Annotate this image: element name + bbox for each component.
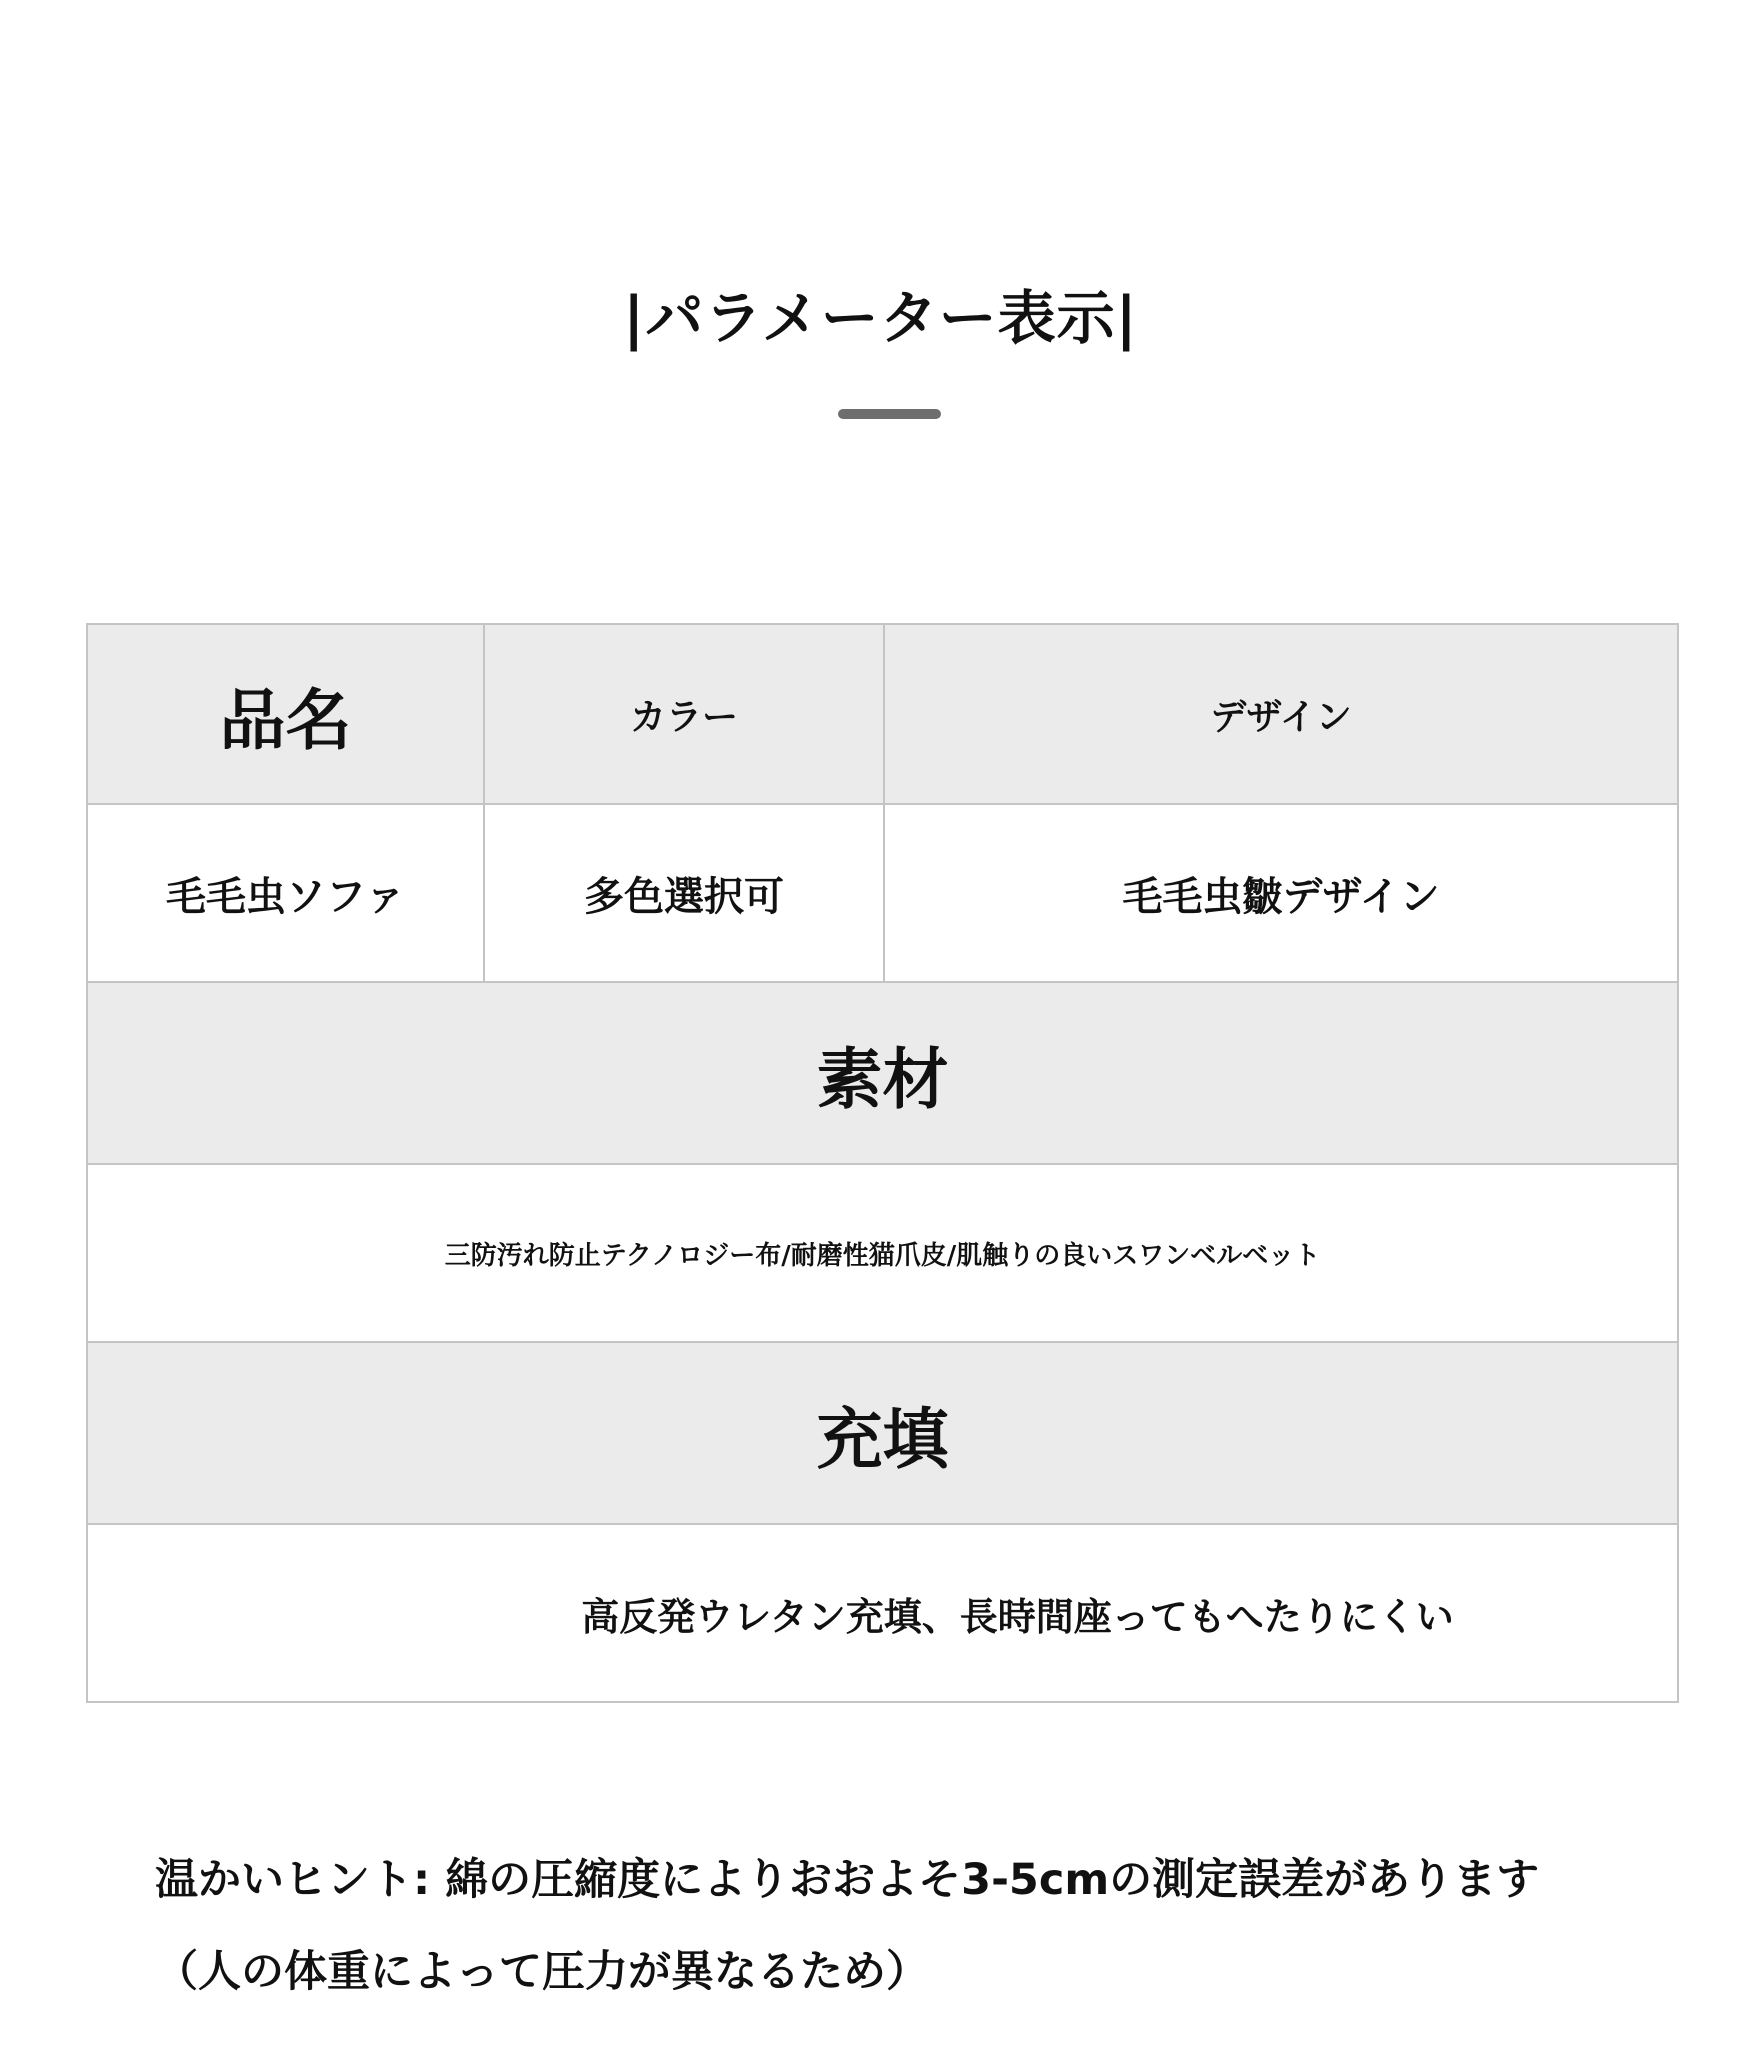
hint-note: （人の体重によって圧力が異なるため） <box>155 1947 929 1997</box>
table-header-row <box>87 624 1678 804</box>
design-value: 毛毛虫皺デザイン <box>884 804 1678 982</box>
material-header-row <box>87 982 1678 1164</box>
filling-label: 充填 <box>87 1342 1678 1524</box>
material-value: 三防汚れ防止テクノロジー布/耐磨性猫爪皮/肌触りの良いスワンベルベット <box>87 1164 1678 1342</box>
parameter-table <box>86 623 1679 1703</box>
filling-value: 高反発ウレタン充填、長時間座ってもへたりにくい <box>87 1524 1678 1702</box>
hint-text: 温かいヒント: 綿の圧縮度によりおおよそ3-5cmの測定誤差があります <box>155 1855 1540 1905</box>
color-value: 多色選択可 <box>484 804 884 982</box>
material-label: 素材 <box>87 982 1678 1164</box>
page-title: |パラメーター表示| <box>623 284 1138 352</box>
product-name-value: 毛毛虫ソファ <box>87 804 484 982</box>
header-design: デザイン <box>884 624 1678 804</box>
header-product-name: 品名 <box>87 624 484 804</box>
filling-value-row <box>87 1524 1678 1702</box>
table-row <box>87 804 1678 982</box>
filling-header-row <box>87 1342 1678 1524</box>
title-underline <box>838 409 941 419</box>
material-value-row <box>87 1164 1678 1342</box>
header-color: カラー <box>484 624 884 804</box>
